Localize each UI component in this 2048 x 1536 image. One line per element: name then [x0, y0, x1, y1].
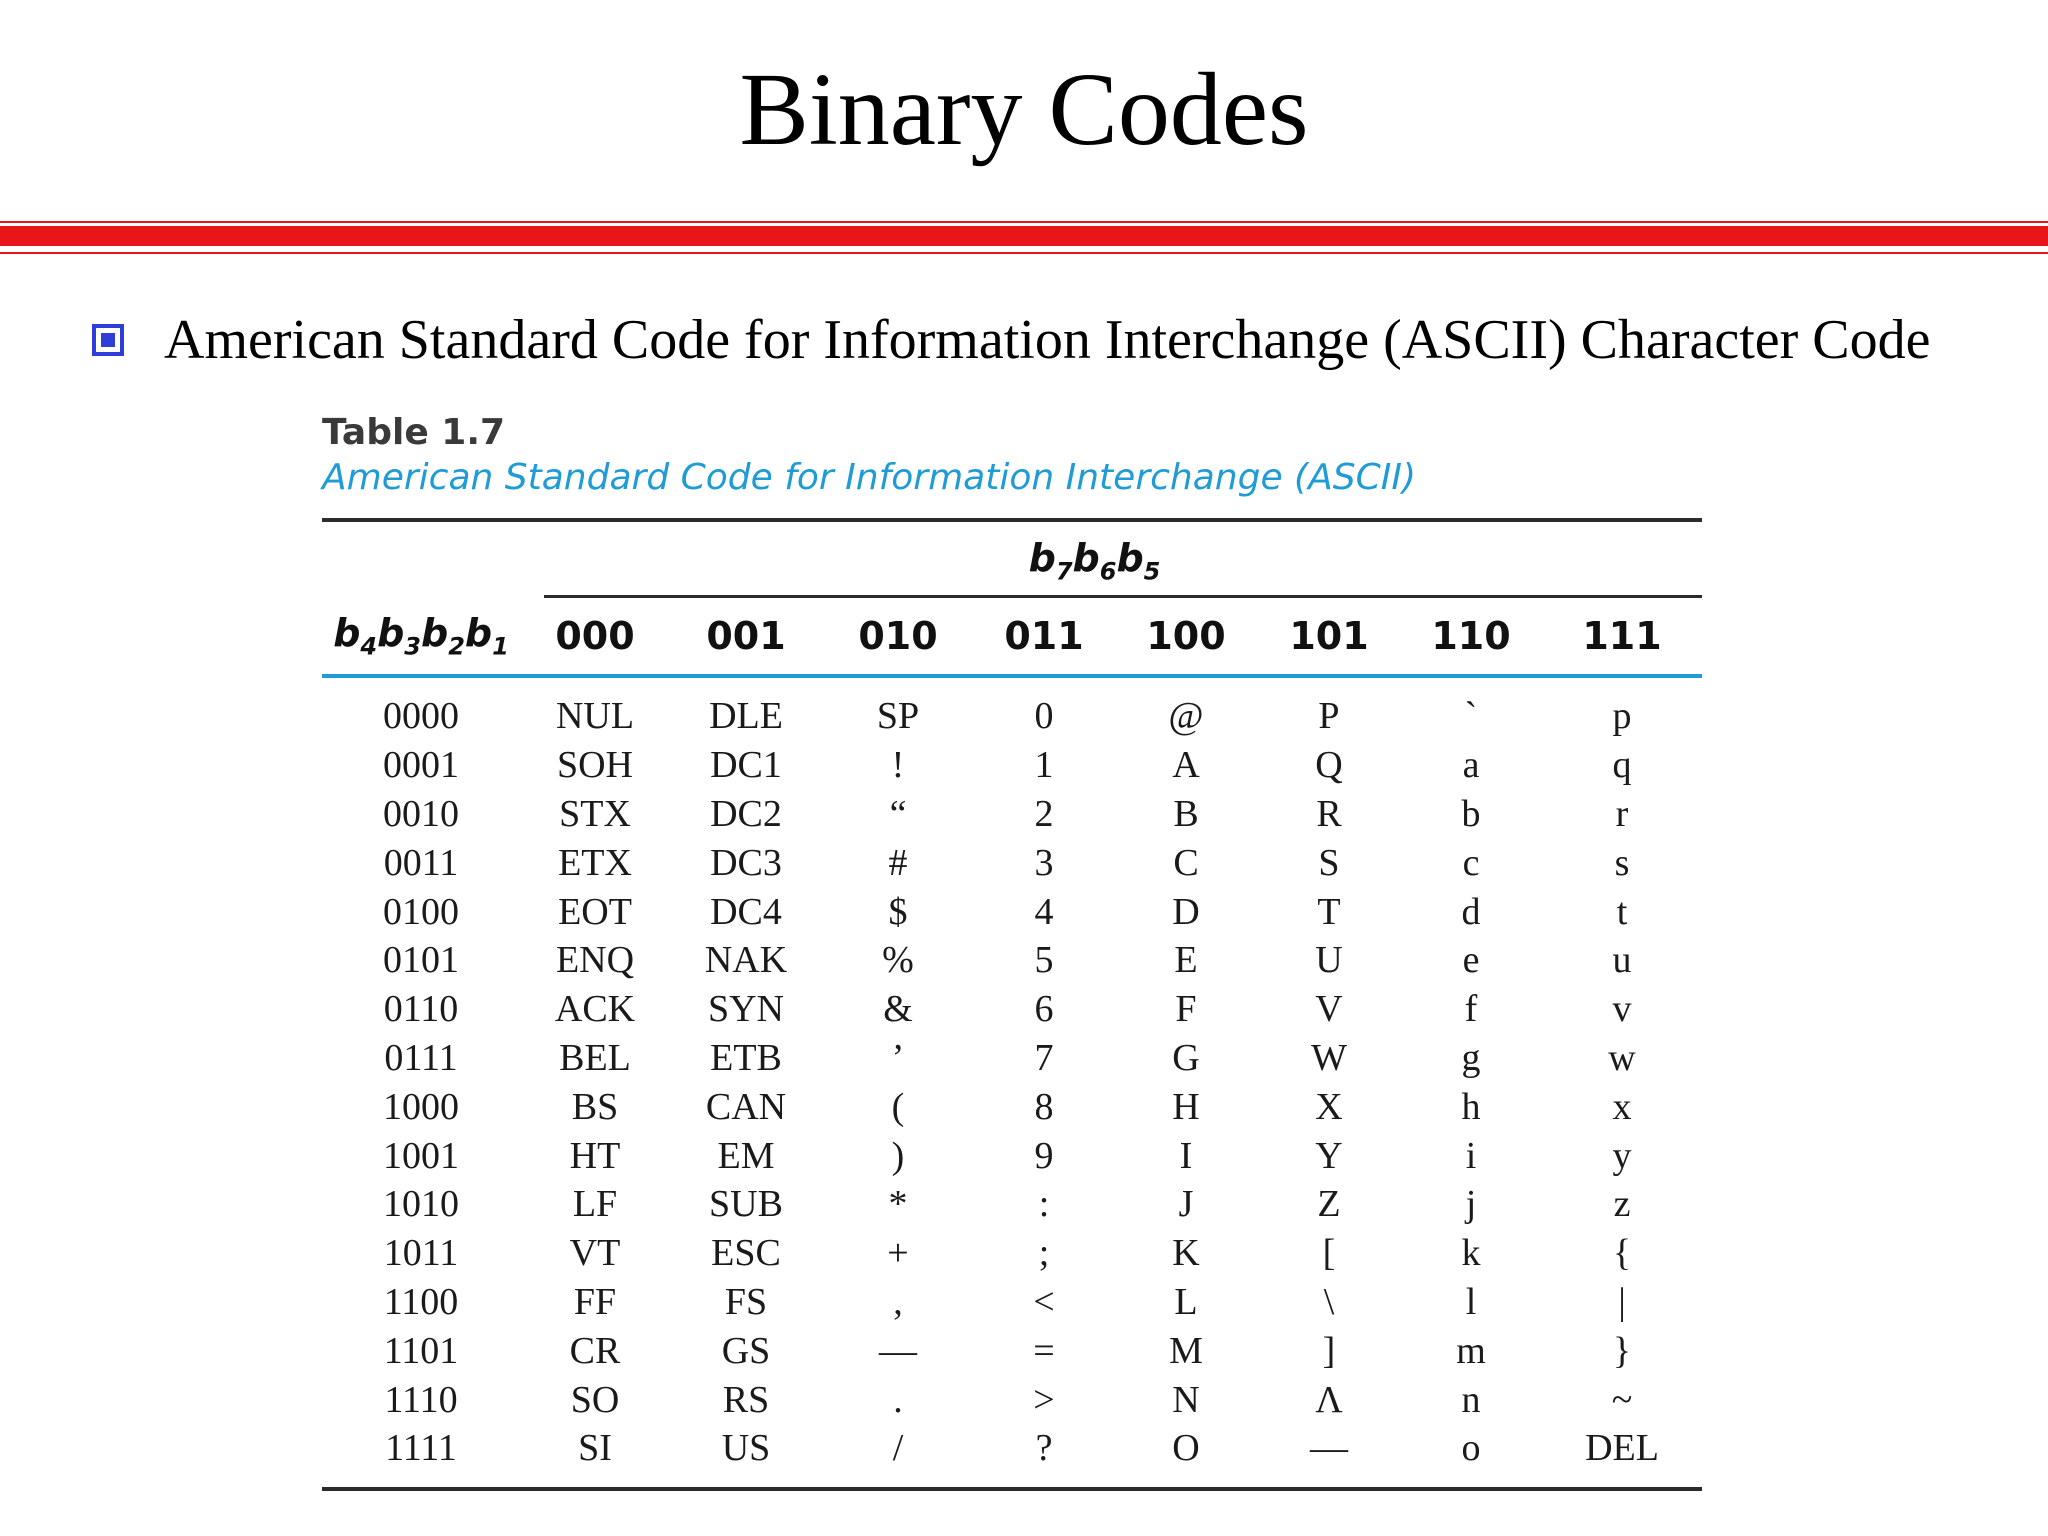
table-cell: @: [1168, 695, 1204, 738]
table-row: [322, 887, 1702, 936]
table-row: [322, 692, 1702, 741]
table-cell: s: [1614, 841, 1630, 884]
table-cell: A: [1172, 744, 1200, 787]
table-cell: R: [1316, 792, 1342, 835]
table-cell: US: [721, 1427, 771, 1470]
table-cell: Λ: [1315, 1378, 1343, 1421]
column-header: 110: [1431, 614, 1511, 658]
table-cell: Q: [1315, 744, 1343, 787]
table-cell: h: [1461, 1085, 1481, 1128]
table-cell: a: [1462, 744, 1480, 787]
table-cell: ~: [1611, 1378, 1633, 1421]
table-cell: =: [1033, 1329, 1055, 1372]
table-cell: M: [1169, 1329, 1203, 1372]
table-cell: /: [892, 1427, 904, 1470]
table-cell: X: [1315, 1085, 1343, 1128]
table-cell: p: [1612, 695, 1632, 738]
table-cell: CR: [569, 1329, 621, 1372]
column-group-header: [322, 522, 1702, 598]
table-cell: B: [1173, 792, 1199, 835]
table-cell: V: [1315, 988, 1343, 1031]
row-code-cell: 1110: [384, 1378, 458, 1421]
square-bullet-icon: [92, 324, 124, 356]
table-cell: z: [1613, 1183, 1631, 1226]
table-cell: Z: [1317, 1183, 1341, 1226]
table-cell: k: [1461, 1232, 1481, 1275]
table-cell: FF: [573, 1280, 617, 1323]
table-cell: o: [1461, 1427, 1481, 1470]
table-cell: 0: [1034, 695, 1054, 738]
table-cell: G: [1172, 1036, 1200, 1079]
table-cell: f: [1464, 988, 1478, 1031]
table-cell: “: [889, 792, 907, 835]
title-divider-top-line: [0, 221, 2048, 223]
column-group-rule: [544, 595, 1702, 598]
table-row: [322, 790, 1702, 839]
table-cell: —: [879, 1329, 917, 1372]
table-cell: LF: [572, 1183, 618, 1226]
table-row: [322, 1375, 1702, 1424]
table-cell: (: [891, 1085, 905, 1128]
column-group-label: $b_7b_6b_5$: [1028, 536, 1161, 586]
table-cell: `: [1464, 695, 1478, 738]
table-row: [322, 1180, 1702, 1229]
table-cell: t: [1616, 890, 1628, 933]
row-code-cell: 0101: [383, 939, 459, 982]
table-row: [322, 1326, 1702, 1375]
table-cell: ACK: [554, 988, 636, 1031]
table-cell: P: [1318, 695, 1340, 738]
column-header: 001: [706, 614, 786, 658]
table-cell: NAK: [704, 939, 788, 982]
table-cell: BS: [571, 1085, 619, 1128]
row-code-cell: 0011: [383, 841, 459, 884]
row-code-cell: 0000: [383, 695, 459, 738]
table-row: [322, 838, 1702, 887]
table-cell: }: [1612, 1329, 1632, 1372]
table-cell: >: [1033, 1378, 1055, 1421]
table-cell: SOH: [556, 744, 634, 787]
table-cell: %: [882, 939, 914, 982]
row-code-cell: 1101: [383, 1329, 459, 1372]
table-cell: v: [1612, 988, 1632, 1031]
table-cell: RS: [722, 1378, 770, 1421]
table-cell: *: [888, 1183, 908, 1226]
table-cell: GS: [721, 1329, 771, 1372]
table-cell: O: [1172, 1427, 1200, 1470]
table-cell: EM: [717, 1134, 775, 1177]
table-cell: j: [1465, 1183, 1477, 1226]
bullet-item: [92, 300, 1930, 380]
row-code-cell: 0111: [384, 1036, 458, 1079]
table-cell: 7: [1034, 1036, 1054, 1079]
column-header: 101: [1289, 614, 1369, 658]
table-cell: D: [1172, 890, 1200, 933]
column-header: 000: [555, 614, 635, 658]
row-code-cell: 0100: [383, 890, 459, 933]
table-cell: e: [1462, 939, 1480, 982]
table-cell: SP: [876, 695, 920, 738]
table-cell: STX: [559, 792, 631, 835]
table-cell: n: [1461, 1378, 1481, 1421]
table-cell: u: [1612, 939, 1632, 982]
table-cell: 1: [1034, 744, 1054, 787]
table-cell: ,: [893, 1280, 903, 1323]
table-cell: \: [1323, 1280, 1335, 1323]
table-cell: HT: [569, 1134, 621, 1177]
row-code-cell: 1001: [383, 1134, 459, 1177]
table-cell: 4: [1034, 890, 1054, 933]
table-row: [322, 741, 1702, 790]
table-row: [322, 1278, 1702, 1327]
table-cell: #: [888, 841, 908, 884]
table-cell: F: [1175, 988, 1197, 1031]
table-cell: &: [883, 988, 913, 1031]
table-label: Table 1.7: [322, 412, 506, 453]
ascii-table-figure: [322, 410, 1702, 1491]
column-header: 111: [1582, 614, 1662, 658]
slide-title: Binary Codes: [739, 52, 1309, 167]
table-cell: H: [1172, 1085, 1200, 1128]
table-cell: CAN: [705, 1085, 787, 1128]
table-cell: q: [1612, 744, 1632, 787]
table-cell: SYN: [707, 988, 785, 1031]
column-header: 100: [1146, 614, 1226, 658]
table-cell: L: [1174, 1280, 1198, 1323]
table-cell: C: [1173, 841, 1199, 884]
row-code-cell: 0001: [383, 744, 459, 787]
table-cell: NUL: [555, 695, 635, 738]
table-row: [322, 1131, 1702, 1180]
row-code-cell: 1011: [383, 1232, 459, 1275]
row-code-cell: 1111: [385, 1427, 457, 1470]
table-cell: DEL: [1585, 1427, 1659, 1470]
table-cell: SO: [570, 1378, 620, 1421]
table-cell: ESC: [711, 1232, 781, 1275]
title-divider-bar: [0, 226, 2048, 246]
table-cell: DC1: [710, 744, 782, 787]
table-cell: DC2: [710, 792, 782, 835]
table-cell: ’: [891, 1036, 905, 1079]
table-cell: +: [887, 1232, 909, 1275]
table-cell: J: [1178, 1183, 1194, 1226]
table-cell: $: [888, 890, 908, 933]
table-cell: BEL: [559, 1036, 631, 1079]
table-cell: ;: [1038, 1232, 1050, 1275]
table-cell: r: [1615, 792, 1629, 835]
table-cell: ENQ: [555, 939, 635, 982]
table-cell: ): [891, 1134, 905, 1177]
table-cell: SI: [578, 1427, 612, 1470]
table-row: [322, 1034, 1702, 1083]
table-cell: 2: [1034, 792, 1054, 835]
table-row: [322, 985, 1702, 1034]
table-cell: 9: [1034, 1134, 1054, 1177]
table-cell: I: [1179, 1134, 1193, 1177]
table-cell: y: [1612, 1134, 1632, 1177]
table-row: [322, 1424, 1702, 1473]
table-cell: c: [1462, 841, 1480, 884]
row-header-label: $b_4b_3b_2b_1$: [333, 611, 509, 661]
table-cell: DC3: [710, 841, 782, 884]
table-cell: :: [1038, 1183, 1050, 1226]
table-cell: W: [1311, 1036, 1347, 1079]
row-code-cell: 1100: [383, 1280, 459, 1323]
table-cell: m: [1456, 1329, 1486, 1372]
table-cell: w: [1608, 1036, 1636, 1079]
table-cell: S: [1318, 841, 1340, 884]
table-cell: l: [1465, 1280, 1477, 1323]
table-cell: K: [1172, 1232, 1200, 1275]
table-cell: T: [1317, 890, 1341, 933]
table-cell: E: [1174, 939, 1198, 982]
bullet-text: American Standard Code for Information Interchange (ASCII) Character Code: [164, 309, 1931, 371]
table-cell: EOT: [558, 890, 632, 933]
table-caption: American Standard Code for Information Interchange (ASCII): [322, 457, 1416, 498]
table-cell: FS: [724, 1280, 768, 1323]
column-header-row: [322, 598, 1702, 674]
table-cell: .: [893, 1378, 903, 1421]
table-row: [322, 936, 1702, 985]
table-row: [322, 1229, 1702, 1278]
table-body: [322, 692, 1702, 1473]
table-cell: x: [1612, 1085, 1632, 1128]
table-cell: |: [1618, 1280, 1626, 1323]
table-cell: U: [1315, 939, 1343, 982]
row-code-cell: 1000: [383, 1085, 459, 1128]
table-cell: {: [1612, 1232, 1632, 1275]
table-cell: 5: [1034, 939, 1054, 982]
table-cell: ETB: [710, 1036, 782, 1079]
table-cell: ]: [1322, 1329, 1336, 1372]
table-cell: i: [1465, 1134, 1477, 1177]
table-bottom-rule: [322, 1487, 1702, 1491]
row-code-cell: 0110: [383, 988, 459, 1031]
table-cell: 3: [1034, 841, 1054, 884]
table-cell: b: [1461, 792, 1481, 835]
table-cell: SUB: [709, 1183, 783, 1226]
table-cell: [: [1322, 1232, 1336, 1275]
table-row: [322, 1082, 1702, 1131]
table-cell: d: [1461, 890, 1481, 933]
column-header: 011: [1004, 614, 1084, 658]
table-cell: g: [1461, 1036, 1481, 1079]
table-cell: ?: [1035, 1427, 1053, 1470]
table-cell: N: [1172, 1378, 1200, 1421]
table-cell: Y: [1315, 1134, 1343, 1177]
title-divider-bottom-line: [0, 252, 2048, 254]
row-code-cell: 0010: [383, 792, 459, 835]
table-cell: 8: [1034, 1085, 1054, 1128]
table-cell: —: [1310, 1427, 1348, 1470]
table-cell: DLE: [709, 695, 783, 738]
table-cell: ETX: [558, 841, 632, 884]
column-header: 010: [858, 614, 938, 658]
table-cell: !: [891, 744, 905, 787]
header-rule: [322, 674, 1702, 678]
table-cell: <: [1033, 1280, 1055, 1323]
table-cell: DC4: [710, 890, 782, 933]
table-cell: 6: [1034, 988, 1054, 1031]
table-cell: VT: [569, 1232, 621, 1275]
row-code-cell: 1010: [383, 1183, 459, 1226]
